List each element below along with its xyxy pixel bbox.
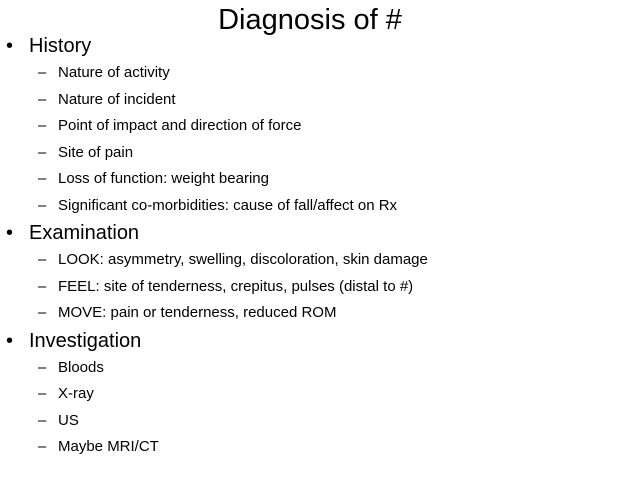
list-item	[0, 113, 638, 140]
section-heading-label: Examination	[29, 222, 140, 244]
dash-icon: –	[38, 64, 47, 81]
list-item	[0, 247, 638, 274]
list-item	[0, 355, 638, 382]
dash-icon: –	[38, 358, 47, 376]
section-heading-label: History	[29, 35, 92, 57]
dash-icon: –	[38, 304, 47, 321]
list-item	[0, 87, 638, 114]
list-item-text: Point of impact and direction of force	[58, 117, 302, 134]
dash-icon: –	[38, 143, 47, 161]
list-item	[0, 274, 638, 301]
list-item	[0, 408, 638, 435]
list-item	[0, 140, 638, 167]
list-item-text: US	[58, 411, 79, 429]
dash-icon: –	[38, 277, 47, 295]
slide-content	[0, 32, 638, 461]
bullet-icon: •	[6, 329, 14, 352]
list-item-text: LOOK: asymmetry, swelling, discoloration, skin damage	[58, 251, 428, 268]
list-item	[0, 166, 638, 193]
list-item-text: MOVE: pain or tenderness, reduced ROM	[58, 304, 337, 321]
list-item-text: Bloods	[58, 358, 104, 376]
list-item	[0, 434, 638, 461]
list-item	[0, 300, 638, 327]
dash-icon: –	[38, 90, 47, 108]
section-heading-examination	[0, 219, 638, 247]
list-item-text: Significant co-morbidities: cause of fall/affect on Rx	[58, 196, 398, 214]
slide-title: Diagnosis of #	[218, 4, 402, 36]
section-heading-investigation	[0, 327, 638, 355]
list-item-text: Loss of function: weight bearing	[58, 170, 269, 187]
list-item	[0, 193, 638, 220]
dash-icon: –	[38, 170, 47, 187]
list-item-text: Maybe MRI/CT	[58, 438, 159, 455]
dash-icon: –	[38, 117, 47, 134]
dash-icon: –	[38, 251, 47, 268]
list-item-text: X-ray	[58, 385, 94, 402]
list-item-text: Site of pain	[58, 143, 134, 161]
list-item	[0, 381, 638, 408]
section-heading-label: Investigation	[29, 329, 142, 352]
bullet-icon: •	[6, 222, 14, 244]
dash-icon: –	[38, 385, 47, 402]
dash-icon: –	[38, 411, 47, 429]
dash-icon: –	[38, 438, 47, 455]
list-item	[0, 60, 638, 87]
section-heading-history	[0, 32, 638, 60]
bullet-icon: •	[6, 35, 14, 57]
list-item-text: Nature of incident	[58, 90, 176, 108]
list-item-text: FEEL: site of tenderness, crepitus, pulses (distal to #)	[58, 277, 414, 295]
dash-icon: –	[38, 196, 47, 214]
list-item-text: Nature of activity	[58, 64, 170, 81]
